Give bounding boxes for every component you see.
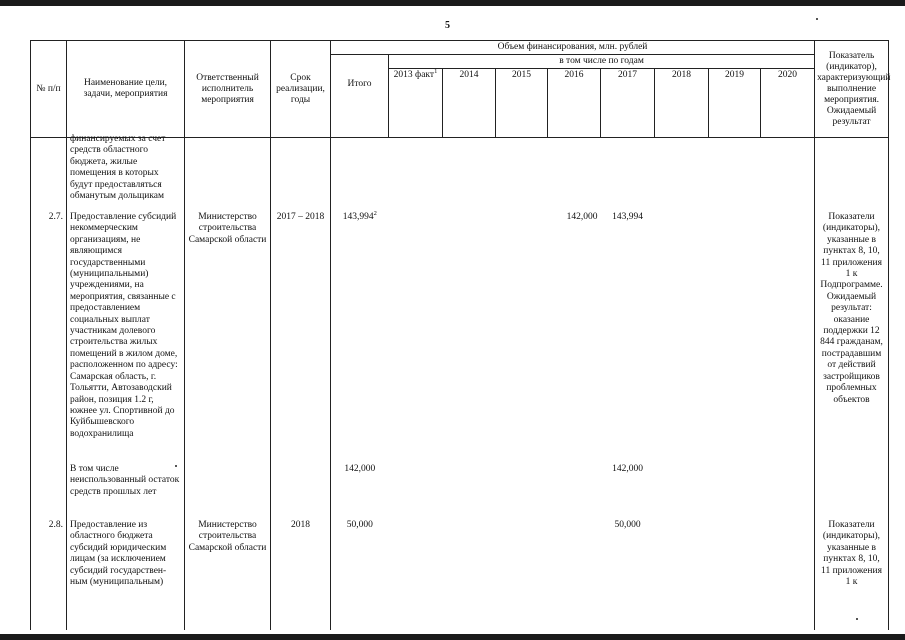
row-cont-name: финансируемых за счет средств областного бюджета, жилые помещения в которых будут предоставляться обманутым дольщикам	[67, 134, 185, 212]
row-sub-total: 142,000	[331, 464, 389, 520]
col-header-executor: Ответственный исполнитель мероприятия	[185, 41, 271, 138]
col-header-year-2018: 2018	[655, 69, 709, 138]
col-header-year-2020: 2020	[761, 69, 815, 138]
col-header-year-2015: 2015	[496, 69, 548, 138]
row-2-7-num: 2.7.	[31, 212, 67, 464]
row-2-8-y2018: 50,000	[614, 520, 641, 530]
row-sub-y2018: 142,000	[612, 464, 643, 474]
col-header-indicator: Показатель (индикатор), характеризующий выполнение мероприятия. Ожидаемый результат	[815, 41, 889, 138]
row-2-7-executor: Министерство строительства Самарской области	[185, 212, 271, 464]
row-2-8-executor: Министерство строительства Самарской области	[185, 520, 271, 630]
col-header-financing: Объем финансирования, млн. рублей	[331, 41, 815, 55]
header-table	[30, 40, 889, 138]
col-header-name: Наименование цели, задачи, мероприятия	[67, 41, 185, 138]
col-header-year-2019: 2019	[709, 69, 761, 138]
table-row	[31, 464, 889, 520]
col-header-year-2013: 2013 факт$^1$	[389, 69, 443, 138]
row-2-8-num: 2.8.	[31, 520, 67, 630]
row-sub-name: В том числе неиспользованный остаток средств прошлых лет	[67, 464, 185, 520]
col-header-year-2016: 2016	[548, 69, 601, 138]
col-header-term: Срок реализации, годы	[271, 41, 331, 138]
row-2-8-term: 2018	[271, 520, 331, 630]
row-2-8-total: 50,000	[331, 520, 389, 630]
row-2-7-name: Предоставление субсидий некоммерческим организациям, не являющимся государственными (муниципальными) учреждениями, на мероприятия, связанные с предоставлением социальных выплат участникам долевого строительства жилых помещений в жилом доме, расположенном по адресу: Самарская область, г. Тольятти, Автозаводский район, позиция 1.2 г, южнее ул. Спортивной до Куйбышевского водохранилища	[67, 212, 185, 464]
row-2-7-y2018: 143,994	[612, 212, 643, 222]
col-header-total: Итого	[331, 55, 389, 138]
top-scan-border	[0, 0, 905, 6]
col-header-num: № п/п	[31, 41, 67, 138]
table-row	[31, 134, 889, 212]
row-2-8-indicator: Показатели (индикаторы), указанные в пунктах 8, 10, 11 приложения 1 к	[815, 520, 889, 630]
table-row	[31, 520, 889, 630]
scan-speck	[816, 18, 818, 20]
row-2-7-term: 2017 – 2018	[271, 212, 331, 464]
bottom-scan-border	[0, 634, 905, 640]
row-2-7-total: 143,994$^2$	[331, 212, 389, 464]
row-2-7-y2017: 142,000	[566, 212, 598, 222]
col-header-by-years: в том числе по годам	[389, 55, 815, 69]
body-table	[30, 134, 889, 630]
page-number: 5	[445, 20, 450, 31]
row-2-7-indicator: Показатели (индикаторы), указанные в пунктах 8, 10, 11 приложения 1 к Подпрограмме. Ожидаемый результат: оказание поддержки 12 844 гражданам, пострадавшим от действий застройщиков проблемных объектов	[815, 212, 889, 464]
row-2-8-name: Предоставление из областного бюджета субсидий юридическим лицам (за исключением субсидий государствен-ным (муниципальным)	[67, 520, 185, 630]
table-row	[31, 212, 889, 464]
col-header-year-2014: 2014	[443, 69, 496, 138]
col-header-year-2017: 2017	[601, 69, 655, 138]
